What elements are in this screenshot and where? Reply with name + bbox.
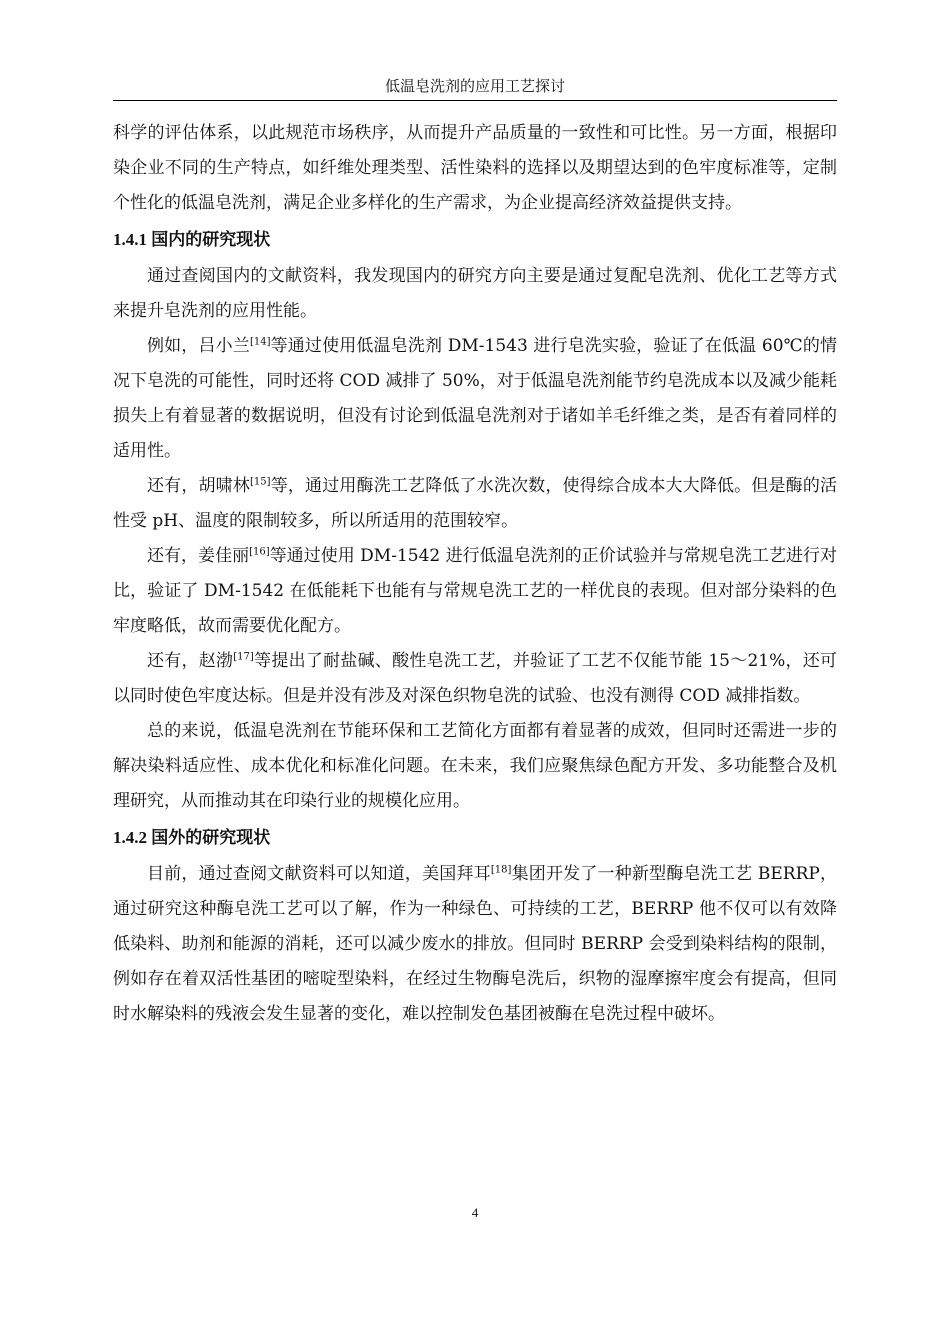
section-heading-foreign: 1.4.2 国外的研究现状 [113, 828, 271, 847]
paragraph-lv-xiaolan [113, 329, 837, 469]
paragraph-text: 等通过使用 DM-1542 进行低温皂洗剂的正价试验并与常规皂洗工艺进行对比，验证了 DM-1542 在低能耗下也能有与常规皂洗工艺的一样优良的表现。但对部分染料的色牢度略低，故而需要优化配方。 [113, 546, 837, 636]
paragraph-domestic-intro: 通过查阅国内的文献资料，我发现国内的研究方向主要是通过复配皂洗剂、优化工艺等方式来提升皂洗剂的应用性能。 [113, 266, 837, 321]
running-header: 低温皂洗剂的应用工艺探讨 [113, 73, 837, 101]
paragraph-text: 等提出了耐盐碱、酸性皂洗工艺，并验证了工艺不仅能节能 15～21%，还可以同时使色牢度达标。但是并没有涉及对深色织物皂洗的试验、也没有测得 COD 减排指数。 [113, 651, 838, 706]
paragraph-continued: 科学的评估体系，以此规范市场秩序，从而提升产品质量的一致性和可比性。另一方面，根据印染企业不同的生产特点，如纤维处理类型、活性染料的选择以及期望达到的色牢度标准等，定制个性化的低温皂洗剂，满足企业多样化的生产需求，为企业提高经济效益提供支持。 [113, 123, 837, 213]
paragraph-summary: 总的来说，低温皂洗剂在节能环保和工艺简化方面都有着显著的成效，但同时还需进一步的解决染料适应性、成本优化和标准化问题。在未来，我们应聚焦绿色配方开发、多功能整合及机理研究，从而推动其在印染行业的规模化应用。 [113, 721, 837, 811]
paragraph-text: 等通过使用低温皂洗剂 DM-1543 进行皂洗实验，验证了在低温 60℃的情况下皂洗的可能性，同时还将 COD 减排了 50%，对于低温皂洗剂能节约皂洗成本以及减少能耗损失上有着显著的数据说明，但没有讨论到低温皂洗剂对于诸如羊毛纤维之类，是否有着同样的适用性。 [113, 336, 838, 461]
paragraph-text: 目前，通过查阅文献资料可以知道，美国拜耳 [147, 864, 491, 884]
paragraph-text: 还有，赵渤 [147, 651, 234, 671]
citation-ref: [16] [249, 546, 270, 558]
page-number: 4 [471, 1205, 479, 1220]
paragraph-text: 例如，吕小兰 [147, 336, 250, 356]
paragraph-text: 还有，姜佳丽 [147, 546, 250, 566]
body-text [113, 116, 837, 1032]
paragraph-text: 集团开发了一种新型酶皂洗工艺 BERRP，通过研究这种酶皂洗工艺可以了解，作为一种绿色、可持续的工艺，BERRP 他不仅可以有效降低染料、助剂和能源的消耗，还可以减少废水的排放。但同时 BERRP 会受到染料结构的限制，例如存在着双活性基团的嘧啶型染料，在经过生物酶皂洗后，织物的湿摩擦牢度会有提高，但同时水解染料的残液会发生显著的变化，难以控制发色基团被酶在皂洗过程中破坏。 [113, 864, 838, 1024]
paragraph-jiang-jiali [113, 539, 837, 644]
section-heading-domestic: 1.4.1 国内的研究现状 [113, 230, 271, 249]
paragraph-text: 还有，胡啸林 [147, 476, 250, 496]
paragraph-bayer [113, 857, 837, 1032]
citation-ref: [18] [490, 864, 512, 876]
paragraph-hu-xiaolin [113, 469, 837, 539]
citation-ref: [14] [249, 336, 271, 348]
citation-ref: [17] [233, 651, 254, 663]
paragraph-zhao-bo [113, 644, 837, 714]
citation-ref: [15] [250, 476, 271, 488]
paragraph-text: 等，通过用酶洗工艺降低了水洗次数，使得综合成本大大降低。但是酶的活性受 pH、温度的限制较多，所以所适用的范围较窄。 [113, 476, 838, 531]
